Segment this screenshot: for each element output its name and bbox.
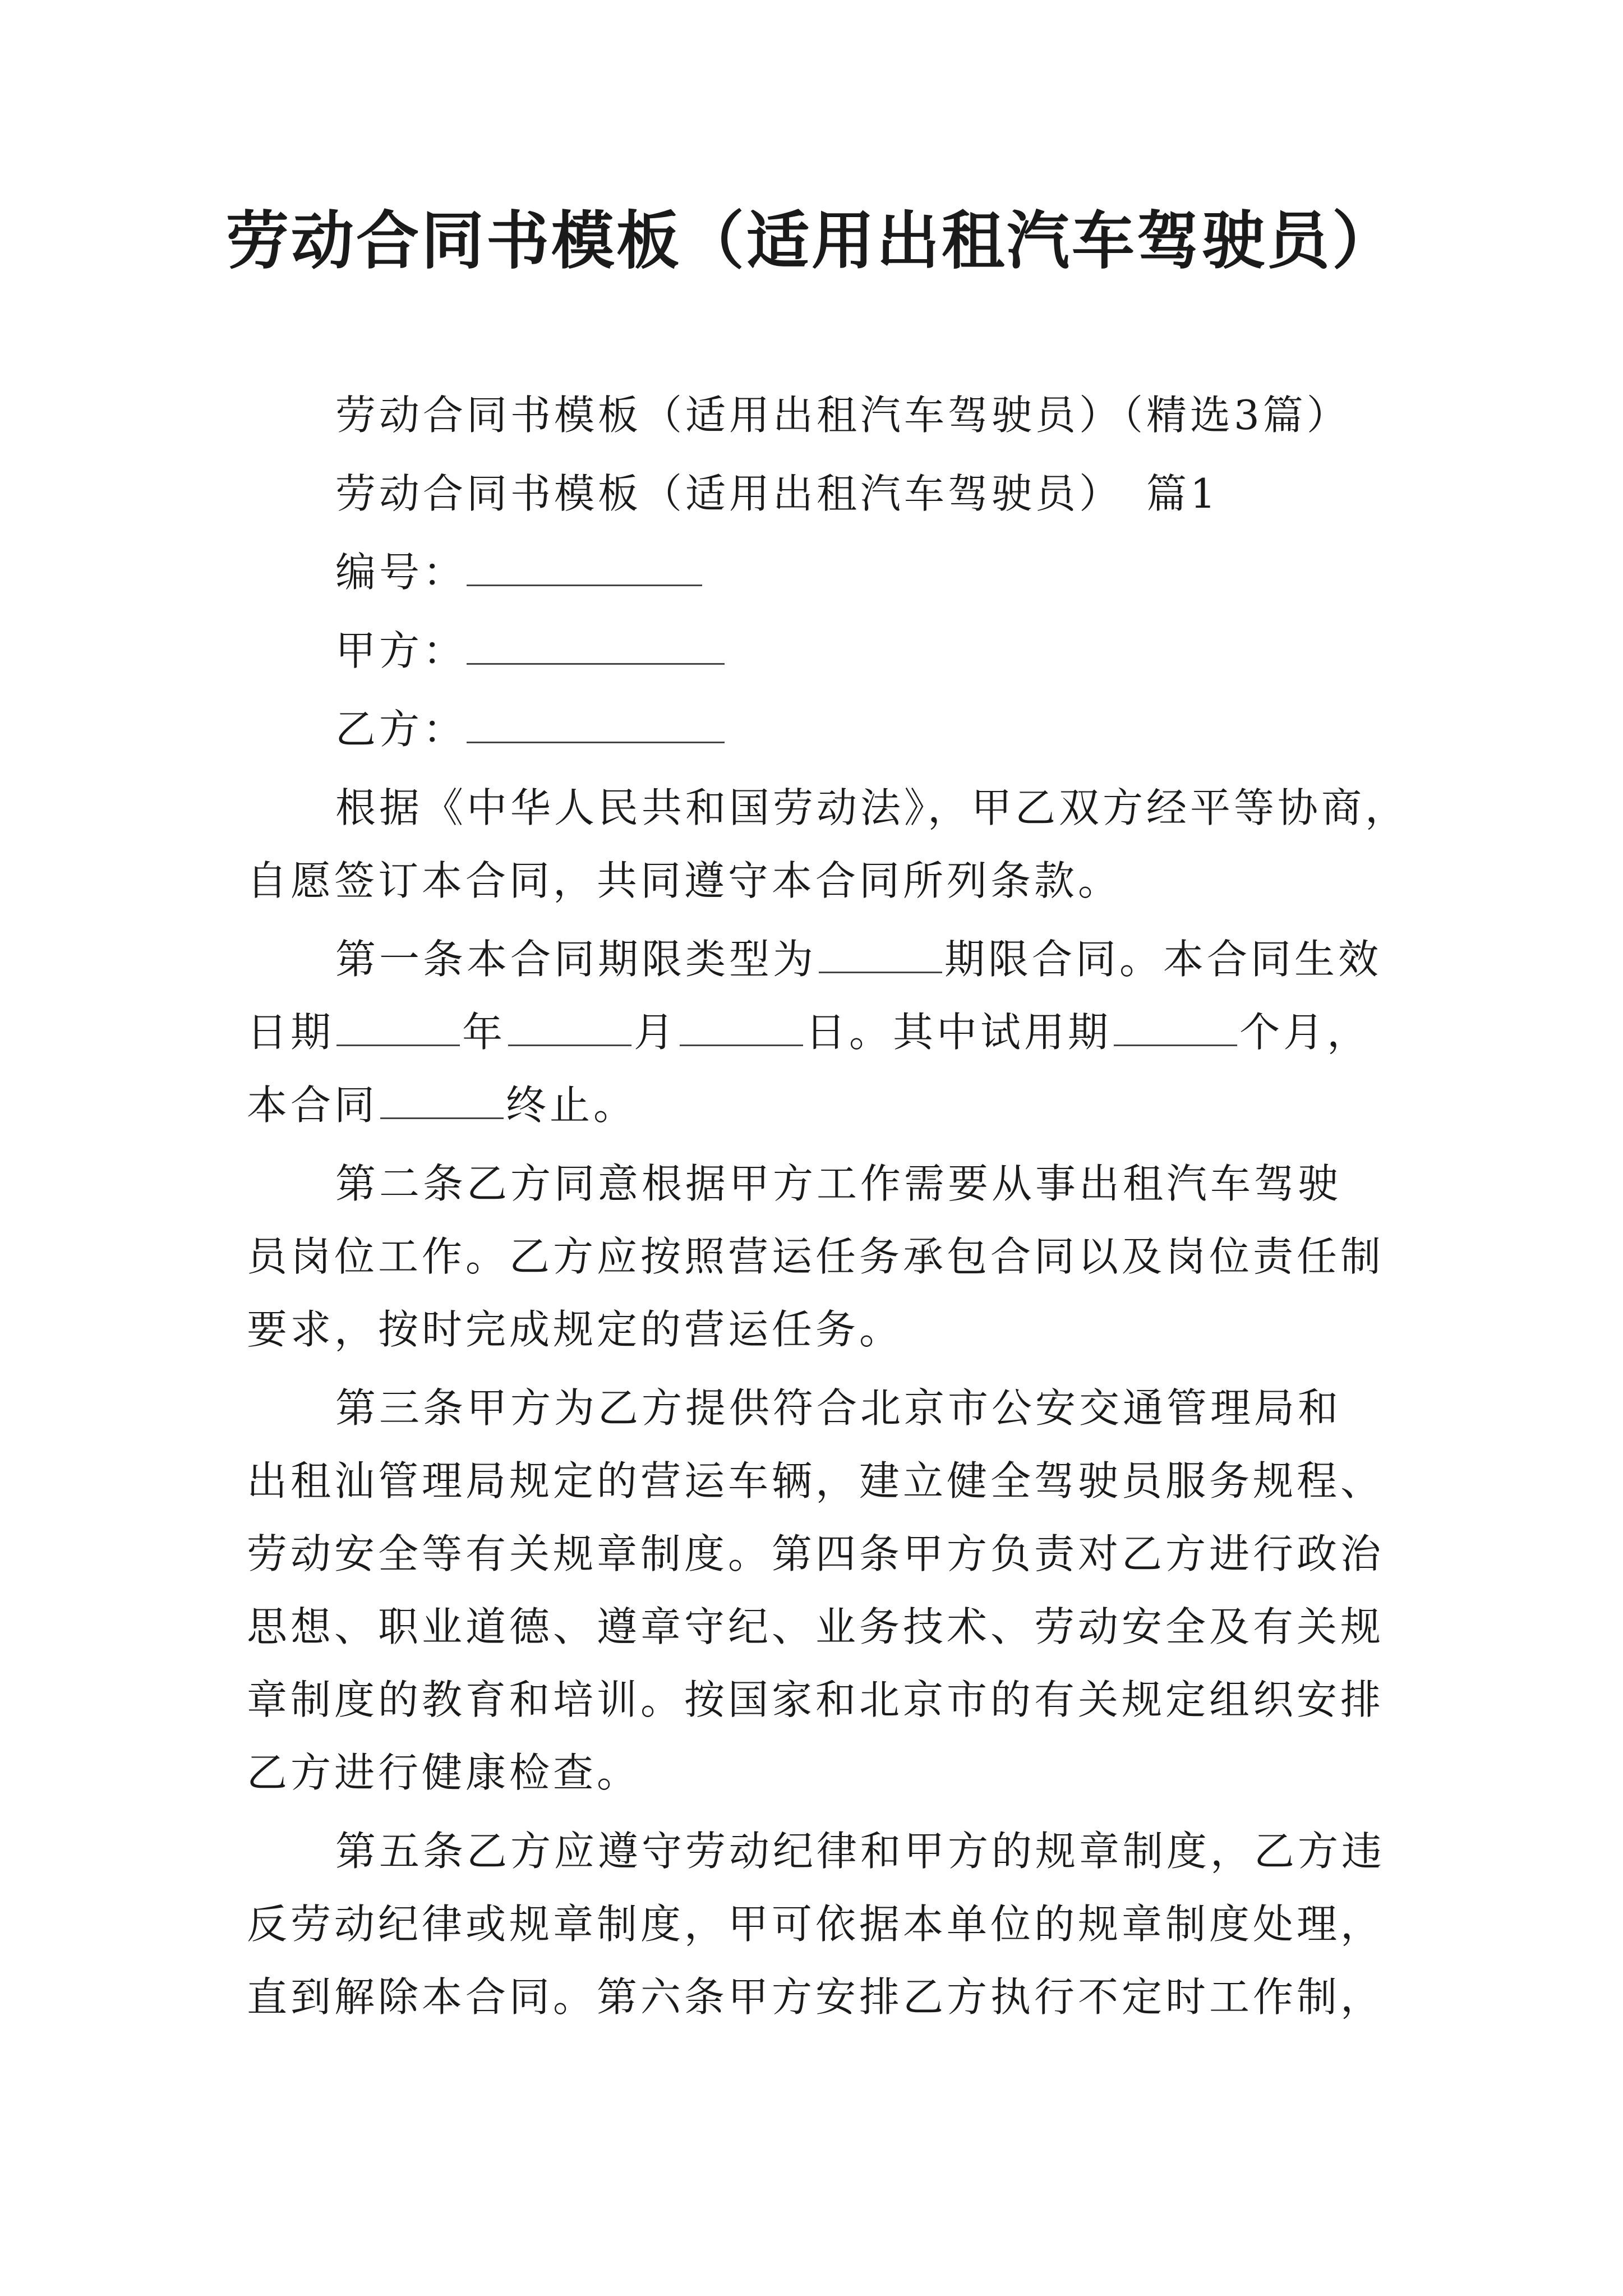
article1-text-7: 个月，: [1239, 1009, 1371, 1056]
article1-text-2: 期限合同。本合同生效: [944, 936, 1382, 983]
article3-line-1: 第三条甲方为乙方提供符合北京市公安交通管理局和: [335, 1384, 1342, 1432]
party-b-label: 乙方：: [335, 706, 467, 753]
article5-line-1: 第五条乙方应遵守劳动纪律和甲方的规章制度，乙方违: [335, 1828, 1386, 1875]
intro-line-2: 自愿签订本合同，共同遵守本合同所列条款。: [247, 857, 1122, 904]
article1-text-9: 终止。: [506, 1082, 638, 1129]
article2-line-1: 第二条乙方同意根据甲方工作需要从事出租汽车驾驶: [335, 1160, 1342, 1207]
article1-text-5: 月: [634, 1009, 678, 1056]
party-b-field: [335, 701, 1474, 757]
article5-line-3: 直到解除本合同。第六条甲方安排乙方执行不定时工作制，: [247, 1973, 1385, 2021]
end-blank: [380, 1082, 504, 1119]
year-blank: [336, 1009, 460, 1046]
article1-text-4: 年: [462, 1009, 506, 1056]
day-blank: [680, 1009, 803, 1046]
article3-line-3: 劳动安全等有关规章制度。第四条甲方负责对乙方进行政治: [247, 1530, 1385, 1577]
section-heading: 劳动合同书模板（适用出租汽车驾驶员） 篇1: [335, 470, 1219, 517]
number-label: 编号：: [335, 549, 467, 596]
article3-line-5: 章制度的教育和培训。按国家和北京市的有关规定组织安排: [247, 1676, 1385, 1723]
article3-line-4: 思想、职业道德、遵章守纪、业务技术、劳动安全及有关规: [247, 1603, 1385, 1650]
article2-line-3: 要求，按时完成规定的营运任务。: [247, 1306, 903, 1353]
article2-line-2: 员岗位工作。乙方应按照营运任务承包合同以及岗位责任制: [247, 1233, 1385, 1280]
article1-line-3: [247, 1077, 1385, 1133]
article5-line-2: 反劳动纪律或规章制度，甲可依据本单位的规章制度处理，: [247, 1901, 1385, 1948]
probation-blank: [1114, 1009, 1237, 1046]
party-a-blank: [467, 629, 725, 665]
party-a-label: 甲方：: [335, 627, 467, 674]
party-b-blank: [467, 708, 725, 743]
document-title: 劳动合同书模板（适用出租汽车驾驶员）: [226, 204, 1397, 278]
intro-line-1: 根据《中华人民共和国劳动法》，甲乙双方经平等协商，: [335, 784, 1409, 831]
article1-text-6: 日。其中试用期: [805, 1009, 1112, 1056]
article1-text-8: 本合同: [247, 1082, 379, 1129]
article1-text-3: 日期: [247, 1009, 335, 1056]
article1-line-2: [247, 1004, 1385, 1060]
article3-line-2: 出租汕管理局规定的营运车辆，建立健全驾驶员服务规程、: [247, 1457, 1385, 1504]
number-blank: [467, 551, 702, 586]
month-blank: [508, 1009, 631, 1046]
number-field: [335, 544, 1474, 600]
party-a-field: [335, 623, 1474, 679]
article1-text-1: 第一条本合同期限类型为: [335, 936, 817, 983]
article1-line-1: [335, 931, 1474, 987]
term-type-blank: [819, 936, 942, 973]
article3-line-6: 乙方进行健康检查。: [247, 1749, 641, 1796]
document-subtitle: 劳动合同书模板（适用出租汽车驾驶员）（精选3篇）: [335, 392, 1350, 439]
